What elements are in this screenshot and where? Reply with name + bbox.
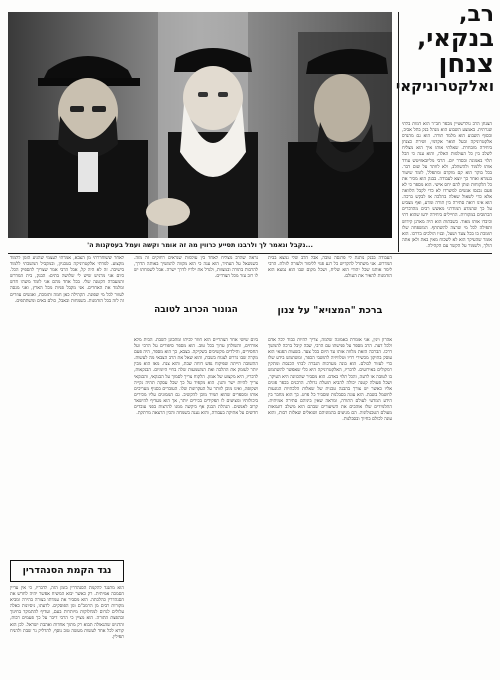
article-column-right bbox=[402, 122, 492, 672]
column-text: הצנחן הרב גולדשטיין מכפר חב"ד הוא דמות בלתי שגרתית. באמצע השבוע הוא מנהל בנק בתל אביב, ובסוף השבוע הוא מלמד תורה. הוא גם מהנדס אלקטרוניקה ובעל תואר אקדמי, ושירת כצנחן ביחידה מובחרת. שאלתי אותו איך הוא מצליח לשלב בין כל העולמות האלה, והוא ענה כי הכל תלוי באמונה ובסדר יום. הרבי מליובאוויטש עודד אותו ללמוד ולהשתלב, ולא לוותר על שום דבר. בכל בוקר הוא קם מוקדם ומתפלל, לומד שיעור בגמרא ואחר כך יוצא לעבודה. בבנק הוא מכיר את כל הלקוחות ונותן להם יחס אישי. הוא מספר כי לא פעם נכנסו אנשים למשרדו לא כדי לקבל הלוואה אלא כדי לשאול שאלה בהלכה או לבקש ברכה. הוא אינו רואה סתירה בין תורה ומדע, ואף מצביע על כך שהמדע המודרני מאשש רבים מהדברים הכתובים במקורות. החיילים ביחידה ידעו שהוא דתי וכיבדו אותו מאוד. בשבתות הוא היה מארגן קידוש ותפילה לכל מי שרצה להשתתף. המשפחה שלו תומכת בו בכל צעד ושעל, ובניו הולכים בדרכו. הוא אומר שהעיקר הוא לא לשכוח מאין באת ולאן אתה הולך, ולשמור על הקשר עם הקהילה. bbox=[402, 122, 492, 249]
subhead-hidden: הגונור הכרוב לטובה bbox=[154, 305, 238, 315]
under-photo-text-right bbox=[268, 256, 392, 306]
headline-line-4: ואלקטרוניקאי bbox=[395, 77, 494, 96]
subhead-blessing: ברכת "המצויא" על צנון bbox=[277, 305, 383, 316]
column-text: הוא מתנגד להקמת הסנהדרין בזמן הזה, לדבריו, כי אין עדיין הסמכה אמיתית. רק כאשר יבוא המשיח אפשר יהיה לחדש את הסנהדרין כהלכתה. הוא מסביר את עמדתו בצורה בהירה ומביא מקורות רבים מן הרמב"ם ומן הפוסקים. לדעתו, ניסיונות כאלה עלולים לגרום למחלוקות מיותרות בעם, ועדיף להתמקד בחינוך ובהפצת התורה. הוא מציין כי הרבי דיבר על כך פעמים רבות, והדגיש שהגאולה תבוא רק מתוך אחדות ואהבת ישראל. לכן הוא קורא לכל אחד לעשות מעשה טוב נוסף, להדליק נר שבת ולהניח תפילין. bbox=[10, 586, 124, 640]
article-column-mid-right bbox=[268, 338, 392, 672]
under-photo-text-left bbox=[134, 256, 258, 306]
article-column-mid-left bbox=[134, 338, 258, 672]
subhead-sanhedrin-box: נגד הקמת הסנהדרין bbox=[10, 560, 124, 582]
left-figure bbox=[28, 56, 148, 238]
headline-line-1: רב, bbox=[458, 2, 494, 27]
column-text: ביום שישי אחר הצהריים הוא חוזר לביתו ומתכונן לשבת. הבית מלא אורחים, והשולחן ערוך בכל טוב. הוא מספר סיפורים על הרבי ועל החסידים, והילדים מקשיבים בשקיקה. בצבא, כך הוא מספר, היה פעם מקרה שבו נדרש לצנוח בשבת, והוא שאל את הרב הצבאי מה לעשות. התשובה הייתה שפיקוח נפש דוחה שבת, והוא צנח. מאז הוא מבין יותר לעומק את ההלכה ואת המשמעות שלה בחיי היומיום. הבנקאות, לדבריו, היא מקצוע של אמון. הלקוח צריך לסמוך על הבנקאי, והבנקאי צריך להיות ישר והגון. הוא מקפיד על כך שכל עסקה תהיה נקייה ושקופה, ואינו מוכן לוותר על העקרונות שלו. העובדים בסניף מעריכים אותו ומספרים שהוא תמיד מוכן להקשיב. גם הממונים עליו מכירים ביכולותיו ומציעים לו תפקידים בכירים יותר, אך הוא מעדיף להישאר קרוב לאנשים. הנהלת הבנק אף ביקשה ממנו להרצות בפני עובדים חדשים על אתיקה בעבודה, והוא נענה בשמחה והכין הרצאה מרתקת. bbox=[134, 338, 258, 417]
column-text: לאחר ששוחררתי מן הצבא, אמרתי לעצמי שהגיע הזמן ללמוד מקצוע. למדתי אלקטרוניקה בטכניון, ובמקביל המשכתי ללמוד בישיבה. זה לא היה קל, אבל הרבי אמר שצריך להספיק הכל. כיום אני מרגיש שיש לי שלושה בתים: הבנק, בית המדרש והמעבדה הקטנה שלי. בכל אחד מהם אני לומד משהו חדש ומלמד את האחרים. אני מקבל פניות מכל הארץ, ואני מנסה לעזור לכל מי שפונה. הקהילה כאן חמה ותומכת, ואנשים עוזרים זה לזה בכל הזדמנות. בשמחות ובאבל, כולם באים ומשתתפים. bbox=[10, 256, 124, 304]
column-rule bbox=[398, 12, 399, 252]
column-text: העבודה בבנק נותנת לי פרנסה טובה, אבל הלב שלי נמצא בבית המדרש. אני משתדל להקדיש כל רגע פנוי ללימוד ולעזרה לזולת. הרבי לימד אותנו שכל יהודי הוא שליח, ושכל מקום שבו הוא נמצא הוא הזדמנות להאיר את העולם. bbox=[268, 256, 392, 280]
article-column-left-top bbox=[10, 256, 124, 556]
headline bbox=[395, 2, 494, 96]
photo-caption: ...נקבל ונאמר לך ולרבנו תסייע כרווין מה זה אומר וקשה ועמל בעסקנות ה' bbox=[87, 241, 313, 249]
column-text: נראה שהרב מצליח לאחד בין עולמות שנראים רחוקים זה מזה. כשנשאל על העתיד, הוא ענה כי הוא מקווה להמשיך באותה הדרך, להרבות בתורה ובמצוות, ולגדל את ילדיו לדרך ישרה. אבל לשמחתו יש לו רוב עזר מכל הצדדים. bbox=[134, 256, 258, 280]
headline-line-3: צנחן bbox=[438, 48, 494, 79]
headline-line-2: בנקאי, bbox=[417, 24, 494, 53]
photograph bbox=[8, 12, 392, 238]
article-column-left-bottom bbox=[10, 586, 124, 672]
photo-illustration bbox=[8, 12, 392, 238]
column-text: אהרון ויגין, אני אומרת באמונה שלמה, צריך להיות כבוד לכל אדם ולכל דעה. הרב מספר על פגישתו עם הרבי, שבה קיבל ברכה להמשך דרכו. הברכה הזאת מלווה אותו עד היום בכל צעד. בשעות הפנאי הוא עוסק בתיקון מכשירי רדיו וטלוויזיה לתושבי הכפר, ומשתמש בידע שלו כדי לעזור לכולם. הוא בונה מערכות הגברה לבתי הכנסת ומתקין רמקולים באירועים. לדבריו, האלקטרוניקה היא כלי שאפשר להשתמש בו לטובה או לרעה, והכל תלוי באדם. הוא מסביר שהכוונה היא העיקר, ושכל פעולה קטנה יכולה להביא תועלת גדולה. הרבנים בכפר פונים אליו כאשר יש צורך בהבנה טכנית של שאלות הלכתיות הנוגעות לחשמל בשבת. הוא עונה בסבלנות ומסביר כל פרט. כך הוא מחבר בין הידע המדעי לעולם התורה, ומראה שאין ביניהם סתירה אמיתית. התלמידים שלו אוהבים את השיעורים שבהם הוא משלב דוגמאות מעולם הטכנולוגיה. הם מגיעים בהמוניהם ושואלים שאלות רבות, והוא עונה לכולם בחיוך ובסבלנות. bbox=[268, 338, 392, 423]
